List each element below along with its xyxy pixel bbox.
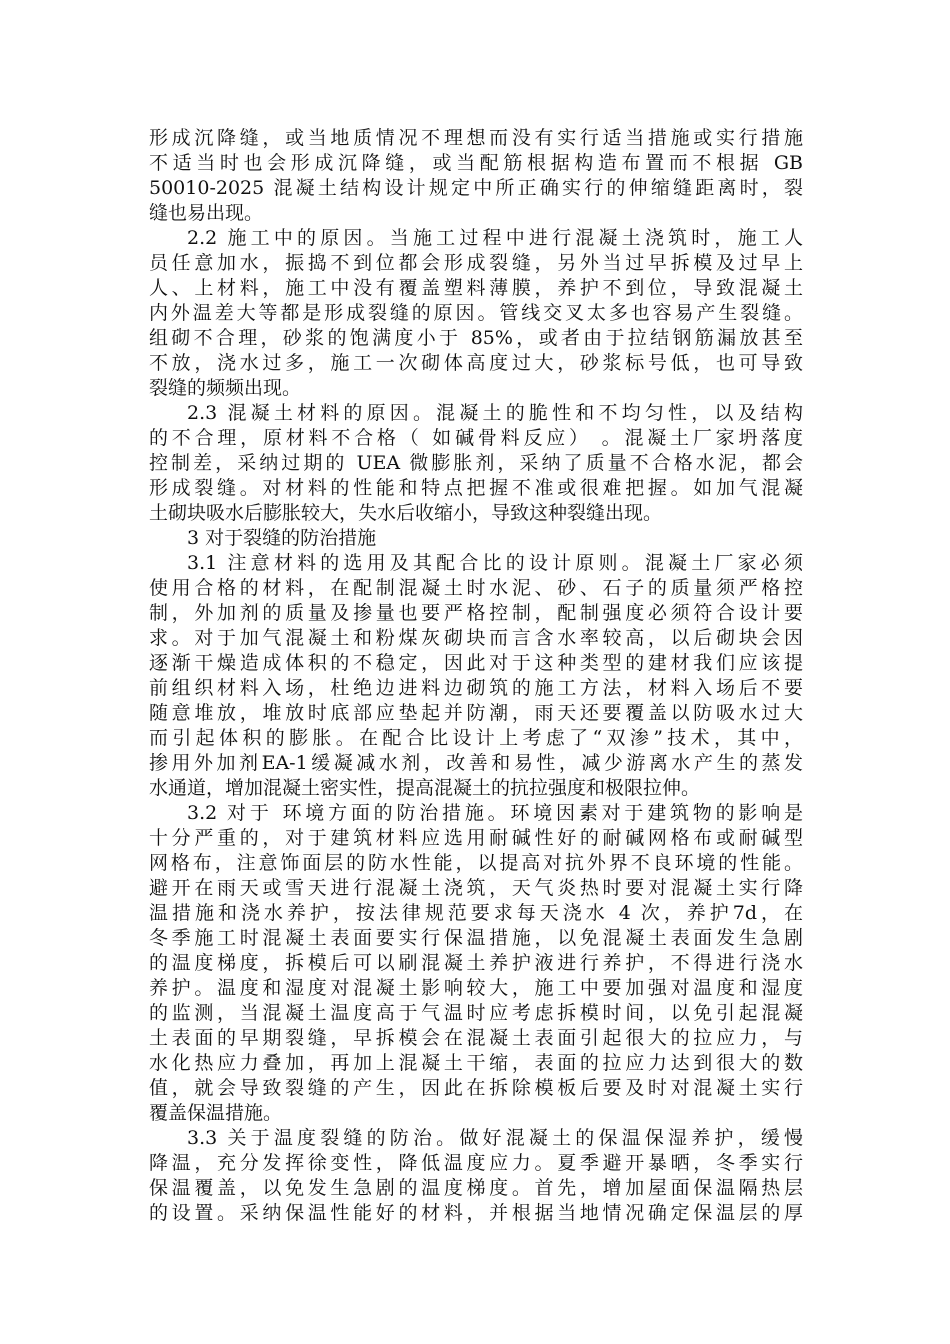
section-2-3-line: 2.3 混凝土材料的原因。混凝土的脆性和不均匀性，以及结构	[187, 402, 803, 424]
text-line: 值，就会导致裂缝的产生，因此在拆除模板后要及时对混凝土实行	[149, 1077, 803, 1099]
text-line: 求。对于加气混凝土和粉煤灰砌块而言含水率较高，以后砌块会因	[149, 627, 803, 649]
text-line: 避开在雨天或雪天进行混凝土浇筑，天气炎热时要对混凝土实行降	[149, 877, 803, 899]
text-line: 形成沉降缝，或当地质情况不理想而没有实行适当措施或实行措施	[149, 127, 803, 149]
text-line: 的不合理，原材料不合格（ 如碱骨料反应） 。混凝土厂家坍落度	[149, 427, 803, 449]
text-line: 土表面的早期裂缝，早拆模会在混凝土表面引起很大的拉应力，与	[149, 1027, 803, 1049]
text-line: 不适当时也会形成沉降缝，或当配筋根据构造布置而不根据 GB	[149, 152, 803, 174]
section-3-3-line: 3.3 关于温度裂缝的防治。做好混凝土的保温保湿养护，缓慢	[187, 1127, 803, 1149]
text-line: 覆盖保温措施。	[149, 1102, 283, 1124]
section-2-2-line: 2.2 施工中的原因。当施工过程中进行混凝土浇筑时，施工人	[187, 227, 803, 249]
text-line: 组砌不合理，砂浆的饱满度小于 85%，或者由于拉结钢筋漏放甚至	[149, 327, 803, 349]
section-3-1-line: 3.1 注意材料的选用及其配合比的设计原则。混凝土厂家必须	[187, 552, 803, 574]
text-line: 网格布，注意饰面层的防水性能，以提高对抗外界不良环境的性能。	[149, 852, 803, 874]
section-3-2-line: 3.2 对于 环境方面的防治措施。环境因素对于建筑物的影响是	[187, 802, 803, 824]
text-line: 温措施和浇水养护，按法律规范要求每天浇水 4 次，养护7d，在	[149, 902, 803, 924]
section-3-heading: 3 对于裂缝的防治措施	[187, 527, 377, 549]
text-line: 使用合格的材料，在配制混凝土时水泥、砂、石子的质量须严格控	[149, 577, 803, 599]
text-line: 降温，充分发挥徐变性，降低温度应力。夏季避开暴晒，冬季实行	[149, 1152, 803, 1174]
text-line: 缝也易出现。	[149, 202, 264, 224]
text-line: 土砌块吸水后膨胀较大，失水后收缩小，导致这种裂缝出现。	[149, 502, 663, 524]
text-line: 50010-2025 混凝土结构设计规定中所正确实行的伸缩缝距离时，裂	[149, 177, 803, 199]
text-line: 裂缝的频频出现。	[149, 377, 302, 399]
text-line: 养护。温度和湿度对混凝土影响较大，施工中要加强对温度和湿度	[149, 977, 803, 999]
text-line: 的温度梯度，拆模后可以刷混凝土养护液进行养护，不得进行浇水	[149, 952, 803, 974]
text-line: 不放，浇水过多，施工一次砌体高度过大，砂浆标号低，也可导致	[149, 352, 803, 374]
document-body	[149, 126, 803, 1226]
text-line: 形成裂缝。对材料的性能和特点把握不准或很难把握。如加气混凝	[149, 477, 803, 499]
text-line: 冬季施工时混凝土表面要实行保温措施，以免混凝土表面发生急剧	[149, 927, 803, 949]
text-line: 控制差，采纳过期的 UEA 微膨胀剂，采纳了质量不合格水泥，都会	[149, 452, 803, 474]
text-line: 逐渐干燥造成体积的不稳定，因此对于这种类型的建材我们应该提	[149, 652, 803, 674]
text-line: 人、上材料，施工中没有覆盖塑料薄膜，养护不到位，导致混凝土	[149, 277, 803, 299]
text-line: 制，外加剂的质量及掺量也要严格控制，配制强度必须符合设计要	[149, 602, 803, 624]
text-line: 内外温差大等都是形成裂缝的原因。管线交叉太多也容易产生裂缝。	[149, 302, 803, 324]
text-line: 的设置。采纳保温性能好的材料，并根据当地情况确定保温层的厚	[149, 1202, 803, 1224]
text-line: 前组织材料入场，杜绝边进料边砌筑的施工方法，材料入场后不要	[149, 677, 803, 699]
text-line: 掺用外加剂EA-1缓凝减水剂，改善和易性，减少游离水产生的蒸发	[149, 752, 803, 774]
text-line: 员任意加水，振捣不到位都会形成裂缝，另外当过早拆模及过早上	[149, 252, 803, 274]
text-line: 随意堆放，堆放时底部应垫起并防潮，雨天还要覆盖以防吸水过大	[149, 702, 803, 724]
text-line: 保温覆盖，以免发生急剧的温度梯度。首先，增加屋面保温隔热层	[149, 1177, 803, 1199]
text-line: 水化热应力叠加，再加上混凝土干缩，表面的拉应力达到很大的数	[149, 1052, 803, 1074]
text-line: 水通道，增加混凝土密实性，提高混凝土的抗拉强度和极限拉伸。	[149, 777, 701, 799]
text-line: 的监测，当混凝土温度高于气温时应考虑拆模时间，以免引起混凝	[149, 1002, 803, 1024]
text-line: 十分严重的，对于建筑材料应选用耐碱性好的耐碱网格布或耐碱型	[149, 827, 803, 849]
text-line: 而引起体积的膨胀。在配合比设计上考虑了“双渗”技术，其中，	[149, 727, 803, 749]
